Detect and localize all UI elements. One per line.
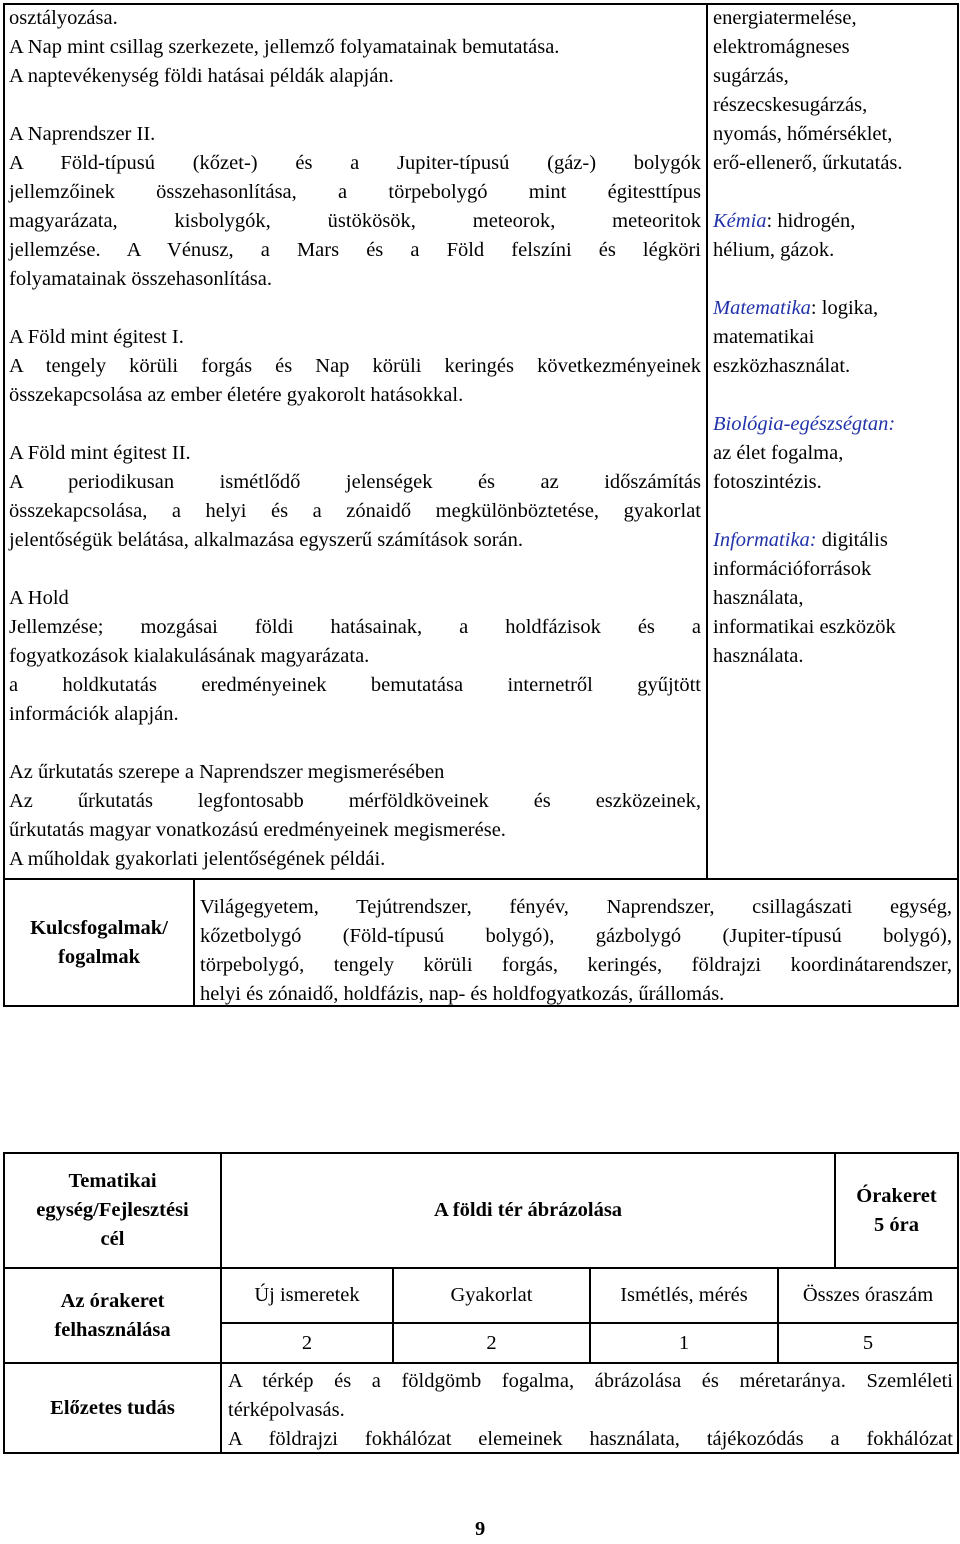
section-title: A Föld mint égitest I. (9, 326, 184, 348)
hours-value: 5 óra (874, 1213, 919, 1236)
prior-knowledge-label: Előzetes tudás (50, 1396, 175, 1419)
text-line: Jellemzése; mozgásai földi hatásainak, a holdfázisok és a (9, 616, 701, 638)
text-line: összekapcsolása, a helyi és a zónaidő megkülönböztetése, gyakorlat (9, 500, 701, 522)
text-line: A naptevékenység földi hatásai példák alapján. (9, 65, 394, 87)
text-line: elektromágneses (713, 36, 850, 58)
subject-text: digitális (816, 529, 888, 551)
theme-label (5, 1154, 220, 1267)
text-line: részecskesugárzás, (713, 94, 868, 116)
text-line: A periodikusan ismétlődő jelenségek és az időszámítás (9, 471, 701, 493)
text-line: erő-ellenerő, űrkutatás. (713, 152, 903, 174)
text-line: információk alapján. (9, 703, 179, 725)
informatics-link (713, 526, 888, 555)
text-line: A Föld-típusú (kőzet-) és a Jupiter-típusú (gáz-) bolygók (9, 152, 701, 174)
text-line: összekapcsolása az ember életére gyakorolt hatásokkal. (9, 384, 464, 406)
text-line: információforrások (713, 558, 872, 580)
page-number: 9 (475, 1518, 486, 1540)
unit-table-right (957, 1152, 959, 1454)
hours-cell (836, 1154, 957, 1267)
text-line: sugárzás, (713, 65, 789, 87)
text-line: informatikai eszközök (713, 616, 896, 638)
text-line: helyi és zónaidő, holdfázis, nap- és holdfogyatkozás, űrállomás. (200, 983, 725, 1005)
subject-text: : logika, (810, 297, 879, 319)
text-line: jellemzőinek összehasonlítása, a törpebolygó mint égitesttípus (9, 181, 701, 203)
text-line: A tengely körüli forgás és Nap körüli keringés következményeinek (9, 355, 701, 377)
text-line: fotoszintézis. (713, 471, 822, 493)
text-line: matematikai (713, 326, 815, 348)
text-line: a holdkutatás eredményeinek bemutatása internetről gyűjtött (9, 674, 701, 696)
section-title: A Hold (9, 587, 69, 609)
text-line: törpebolygó, tengely körüli forgás, keringés, földrajzi koordinátarendszer, (200, 954, 952, 976)
text-line: űrkutatás magyar vonatkozású eredményeinek megismerése. (9, 819, 506, 841)
text-line: eszközhasználat. (713, 355, 851, 377)
text-line: használata. (713, 645, 804, 667)
text-line: energiatermelése, (713, 7, 857, 29)
text-line: térképolvasás. (228, 1399, 345, 1421)
table-border-middle (706, 3, 708, 879)
text-line: A műholdak gyakorlati jelentőségének példái. (9, 848, 386, 870)
chemistry-link (713, 207, 855, 236)
text-line: folyamatainak összehasonlítása. (9, 268, 272, 290)
subject-label: Informatika: (713, 529, 817, 551)
text-line: osztályozása. (9, 7, 118, 29)
math-link (713, 294, 878, 323)
text-line: magyarázata, kisbolygók, üstökösök, meteorok, meteoritok (9, 210, 701, 232)
text-line: az élet fogalma, (713, 442, 844, 464)
usage-label (5, 1269, 220, 1362)
section-title: A Föld mint égitest II. (9, 442, 191, 464)
table-border-left (3, 3, 5, 879)
key-concepts-label (5, 880, 193, 1005)
label-line: felhasználása (54, 1318, 171, 1341)
usage-value: 2 (486, 1331, 497, 1354)
theme-title: A földi tér ábrázolása (433, 1199, 623, 1221)
label-line: Tematikai (68, 1170, 157, 1192)
subject-label: Kémia (713, 210, 767, 232)
text-line: A térkép és a földgömb fogalma, ábrázolása és méretaránya. Szemléleti (228, 1370, 953, 1392)
usage-value: 5 (862, 1331, 874, 1354)
label-line: Az órakeret (60, 1289, 165, 1312)
table-border-middle (193, 878, 195, 1006)
hours-label: Órakeret (856, 1184, 937, 1207)
label-line: fogalmak (58, 945, 140, 968)
text-line: Az űrkutatás legfontosabb mérföldköveinek és eszközeinek, (9, 790, 701, 812)
text-line: kőzetbolygó (Föld-típusú bolygó), gázbolygó (Jupiter-típusú bolygó), (200, 925, 952, 947)
usage-header: Új ismeretek (254, 1284, 360, 1306)
subject-label: Biológia-egészségtan: (713, 413, 896, 435)
text-line: A Nap mint csillag szerkezete, jellemző folyamatainak bemutatása. (9, 36, 560, 58)
label-line: egység/Fejlesztési (36, 1199, 189, 1221)
section-title: Az űrkutatás szerepe a Naprendszer megismerésében (9, 761, 445, 783)
label-line: Kulcsfogalmak/ (30, 916, 168, 939)
text-line: jellemzése. A Vénusz, a Mars és a Föld felszíni és légköri (9, 239, 701, 261)
subject-label: Matematika (713, 297, 811, 319)
section-title: A Naprendszer II. (9, 123, 156, 145)
text-line: nyomás, hőmérséklet, (713, 123, 893, 145)
text-line: A földrajzi fokhálózat elemeinek használata, tájékozódás a fokhálózat (228, 1428, 953, 1450)
text-line: hélium, gázok. (713, 239, 835, 261)
text-line: fogyatkozások kialakulásának magyarázata. (9, 645, 370, 667)
text-line: Világegyetem, Tejútrendszer, fényév, Naprendszer, csillagászati egység, (200, 896, 952, 918)
usage-header: Gyakorlat (450, 1284, 533, 1306)
text-line: használata, (713, 587, 804, 609)
usage-header: Ismétlés, mérés (620, 1284, 748, 1306)
usage-header: Összes óraszám (802, 1284, 934, 1306)
usage-value: 2 (301, 1331, 313, 1354)
table-border-right (957, 3, 959, 1006)
text-line: jelentőségük belátása, alkalmazása egyszerű számítások során. (9, 529, 524, 551)
usage-value: 1 (678, 1331, 690, 1354)
subject-text: : hidrogén, (766, 210, 856, 232)
label-line: cél (100, 1228, 125, 1250)
